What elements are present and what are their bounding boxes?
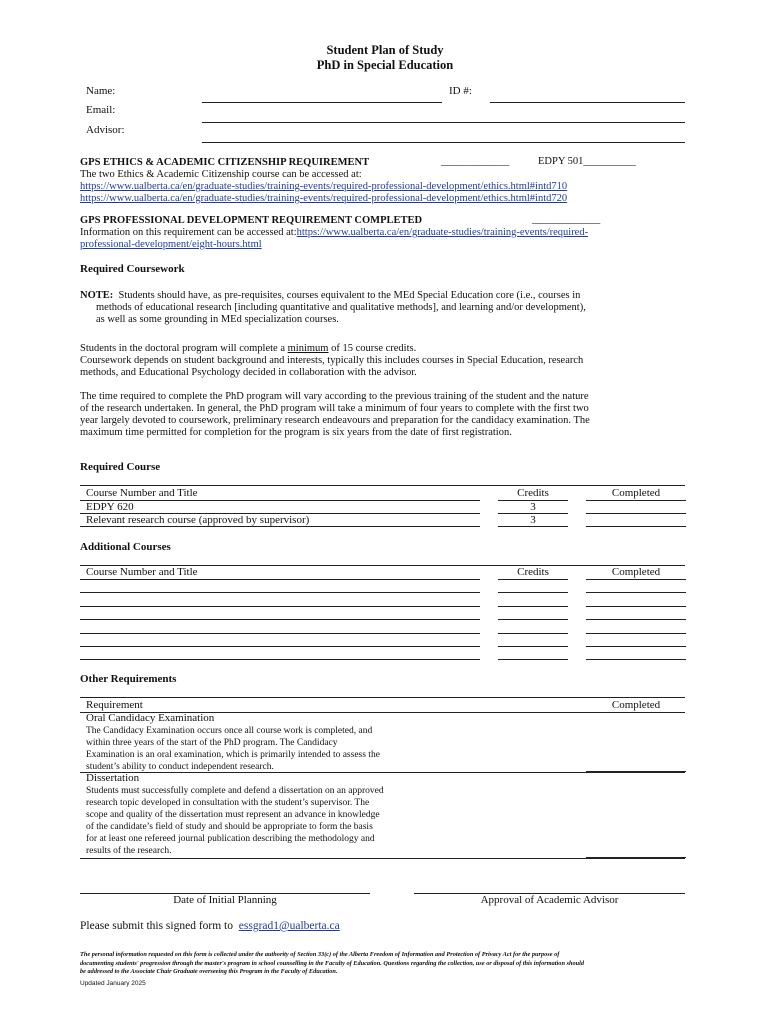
time-paragraph-line-2: of the research undertaken. In general, the PhD program will take a minimum of four years to complete with the first two (80, 403, 589, 414)
privacy-notice (80, 951, 690, 977)
name-field[interactable] (202, 102, 442, 103)
privacy-line: documenting students' progression through the master's program in school counselling in the Faculty of Education. Questions regarding the collection, use or disposal of this information should (80, 959, 585, 967)
email-field[interactable] (202, 122, 685, 123)
credits-paragraph-line-1 (80, 343, 416, 354)
oral-line: Examination is an oral examination, which is primarily intended to assess the (86, 750, 380, 760)
gps-pd-blank[interactable]: _____________ (532, 214, 601, 225)
submit-email-link[interactable]: essgrad1@ualberta.ca (238, 920, 340, 932)
col-credits: Credits (517, 487, 549, 499)
required-course-title-0: EDPY 620 (86, 501, 134, 513)
gps-ethics-heading: GPS ETHICS & ACADEMIC CITIZENSHIP REQUIREMENT (80, 157, 370, 168)
diss-line: scope and quality of the dissertation must represent an advance in knowledge (86, 810, 380, 820)
oral-line: The Candidacy Examination occurs once all course work is completed, and (86, 726, 373, 736)
additional-course-completed-line[interactable] (586, 619, 686, 620)
additional-course-credits-line[interactable] (498, 592, 568, 593)
gps-pd-heading: GPS PROFESSIONAL DEVELOPMENT REQUIREMENT COMPLETED (80, 215, 423, 226)
additional-course-credits-line[interactable] (498, 633, 568, 634)
credits-paragraph-line-2: Coursework depends on student background and interests, typically this includes courses in Special Education, research (80, 355, 584, 366)
additional-course-credits-line[interactable] (498, 606, 568, 607)
pd-link-part1[interactable]: https://www.ualberta.ca/en/graduate-studies/training-events/required- (296, 227, 589, 238)
additional-course-title-line[interactable] (80, 633, 480, 634)
additional-course-completed-line[interactable] (586, 592, 686, 593)
credits-paragraph-line-3: methods, and Educational Psychology decided in collaboration with the advisor. (80, 367, 417, 378)
time-paragraph-line-1: The time required to complete the PhD program will vary according to the previous training of the student and the nature (80, 391, 589, 402)
additional-course-title-line[interactable] (80, 646, 480, 647)
page-subtitle: PhD in Special Education (316, 58, 454, 72)
dissertation-completed[interactable] (586, 857, 686, 858)
additional-col-completed: Completed (611, 566, 661, 578)
note-line-1 (80, 290, 580, 301)
credits-text-post: of 15 course credits. (328, 343, 417, 354)
col-requirement: Requirement (86, 699, 143, 711)
additional-course-title-line[interactable] (80, 659, 480, 660)
table-rule (80, 697, 685, 698)
col-course-title: Course Number and Title (86, 487, 198, 499)
ethics-link-intd710[interactable]: https://www.ualberta.ca/en/graduate-studies/training-events/required-professional-development/ethics.html#intd710 (80, 181, 568, 192)
additional-col-title: Course Number and Title (86, 566, 198, 578)
diss-line: research topic developed in consultation with the student’s supervisor. The (86, 798, 370, 808)
ethics-link-intd720[interactable]: https://www.ualberta.ca/en/graduate-studies/training-events/required-professional-development/ethics.html#intd720 (80, 193, 568, 204)
oral-exam-description (86, 725, 380, 773)
diss-line: results of the research. (86, 846, 172, 856)
gps-ethics-text: The two Ethics & Academic Citizenship course can be accessed at: (80, 169, 362, 180)
id-field[interactable] (490, 102, 685, 103)
note-text-1: Students should have, as pre-requisites, courses equivalent to the MEd Special Education core (i.e., courses in (118, 290, 581, 301)
date-of-initial-planning-label: Date of Initial Planning (173, 894, 277, 906)
required-course-title-1: Relevant research course (approved by supervisor) (86, 514, 310, 526)
id-label: ID #: (449, 85, 472, 97)
additional-course-completed-line[interactable] (586, 579, 686, 580)
advisor-label: Advisor: (86, 124, 125, 136)
table-rule (80, 500, 480, 501)
table-rule (80, 526, 480, 527)
additional-course-completed-line[interactable] (586, 646, 686, 647)
additional-course-credits-line[interactable] (498, 659, 568, 660)
required-course-credits-1: 3 (530, 514, 536, 526)
required-course-completed-1[interactable] (586, 526, 686, 527)
credits-minimum: minimum (287, 343, 329, 354)
table-rule (80, 772, 685, 773)
required-coursework-heading: Required Coursework (80, 263, 185, 275)
submit-line (80, 920, 340, 932)
time-paragraph-line-3: year largely devoted to coursework, preliminary research endeavours and preparation for the candidacy examination. The (80, 415, 590, 426)
page-title: Student Plan of Study (326, 43, 444, 57)
additional-course-credits-line[interactable] (498, 646, 568, 647)
oral-exam-completed[interactable] (586, 771, 686, 772)
diss-line: of the candidate’s field of study and should be appropriate to form the basis (86, 822, 373, 832)
table-rule (586, 500, 686, 501)
additional-courses-heading: Additional Courses (80, 541, 171, 553)
additional-course-title-line[interactable] (80, 592, 480, 593)
time-paragraph-line-4: maximum time permitted for completion for the program is six years from the date of first registration. (80, 427, 512, 438)
note-label: NOTE: (80, 290, 114, 301)
table-rule (80, 485, 685, 486)
additional-course-credits-line[interactable] (498, 579, 568, 580)
dissertation-description (86, 785, 384, 857)
advisor-approval-label: Approval of Academic Advisor (480, 894, 619, 906)
additional-course-credits-line[interactable] (498, 619, 568, 620)
additional-course-completed-line[interactable] (586, 659, 686, 660)
privacy-line: be addressed to the Associate Chair Graduate overseeing this Program in the Faculty of Education. (80, 968, 338, 976)
other-requirements-heading: Other Requirements (80, 673, 177, 685)
col-req-completed: Completed (611, 699, 661, 711)
gps-pd-text-row (80, 227, 588, 238)
name-label: Name: (86, 85, 116, 97)
required-course-heading: Required Course (80, 461, 161, 473)
privacy-line: The personal information requested on this form is collected under the authority of Section 33(c) of the Alberta Freedom of Information and Protection of Privacy Act for the purpose of (80, 951, 560, 958)
additional-col-credits: Credits (517, 566, 549, 578)
additional-course-title-line[interactable] (80, 579, 480, 580)
pd-link-part2[interactable]: professional-development/eight-hours.html (80, 239, 262, 250)
table-rule (498, 526, 568, 527)
email-label: Email: (86, 104, 116, 116)
gps-ethics-blank[interactable]: _____________ (441, 156, 510, 167)
oral-exam-title: Oral Candidacy Examination (86, 712, 215, 724)
note-line-3: as well as some grounding in MEd specialization courses. (96, 314, 339, 325)
submit-text: Please submit this signed form to (80, 920, 234, 932)
additional-course-completed-line[interactable] (586, 633, 686, 634)
table-rule (80, 858, 685, 859)
note-line-2: methods of educational research [including quantitative and qualitative methods], and learning and/or development), (96, 302, 586, 313)
diss-line: for at least one refereed journal publication describing the methodology and (86, 834, 375, 844)
additional-course-title-line[interactable] (80, 619, 480, 620)
additional-course-title-line[interactable] (80, 606, 480, 607)
required-course-completed-0[interactable] (586, 513, 686, 514)
credits-text-pre: Students in the doctoral program will complete a (80, 343, 288, 354)
oral-line: within three years of the start of the PhD program. The Candidacy (86, 738, 338, 748)
additional-course-completed-line[interactable] (586, 606, 686, 607)
required-course-credits-0: 3 (530, 501, 536, 513)
col-completed: Completed (611, 487, 661, 499)
gps-ethics-course[interactable]: EDPY 501__________ (538, 156, 636, 167)
advisor-field[interactable] (202, 142, 685, 143)
diss-line: Students must successfully complete and defend a dissertation on an approved (86, 786, 384, 796)
gps-pd-text: Information on this requirement can be accessed at: (80, 227, 297, 238)
oral-line: student’s ability to conduct independent research. (86, 762, 274, 772)
dissertation-title: Dissertation (86, 772, 140, 784)
updated-date: Updated January 2025 (80, 980, 146, 987)
